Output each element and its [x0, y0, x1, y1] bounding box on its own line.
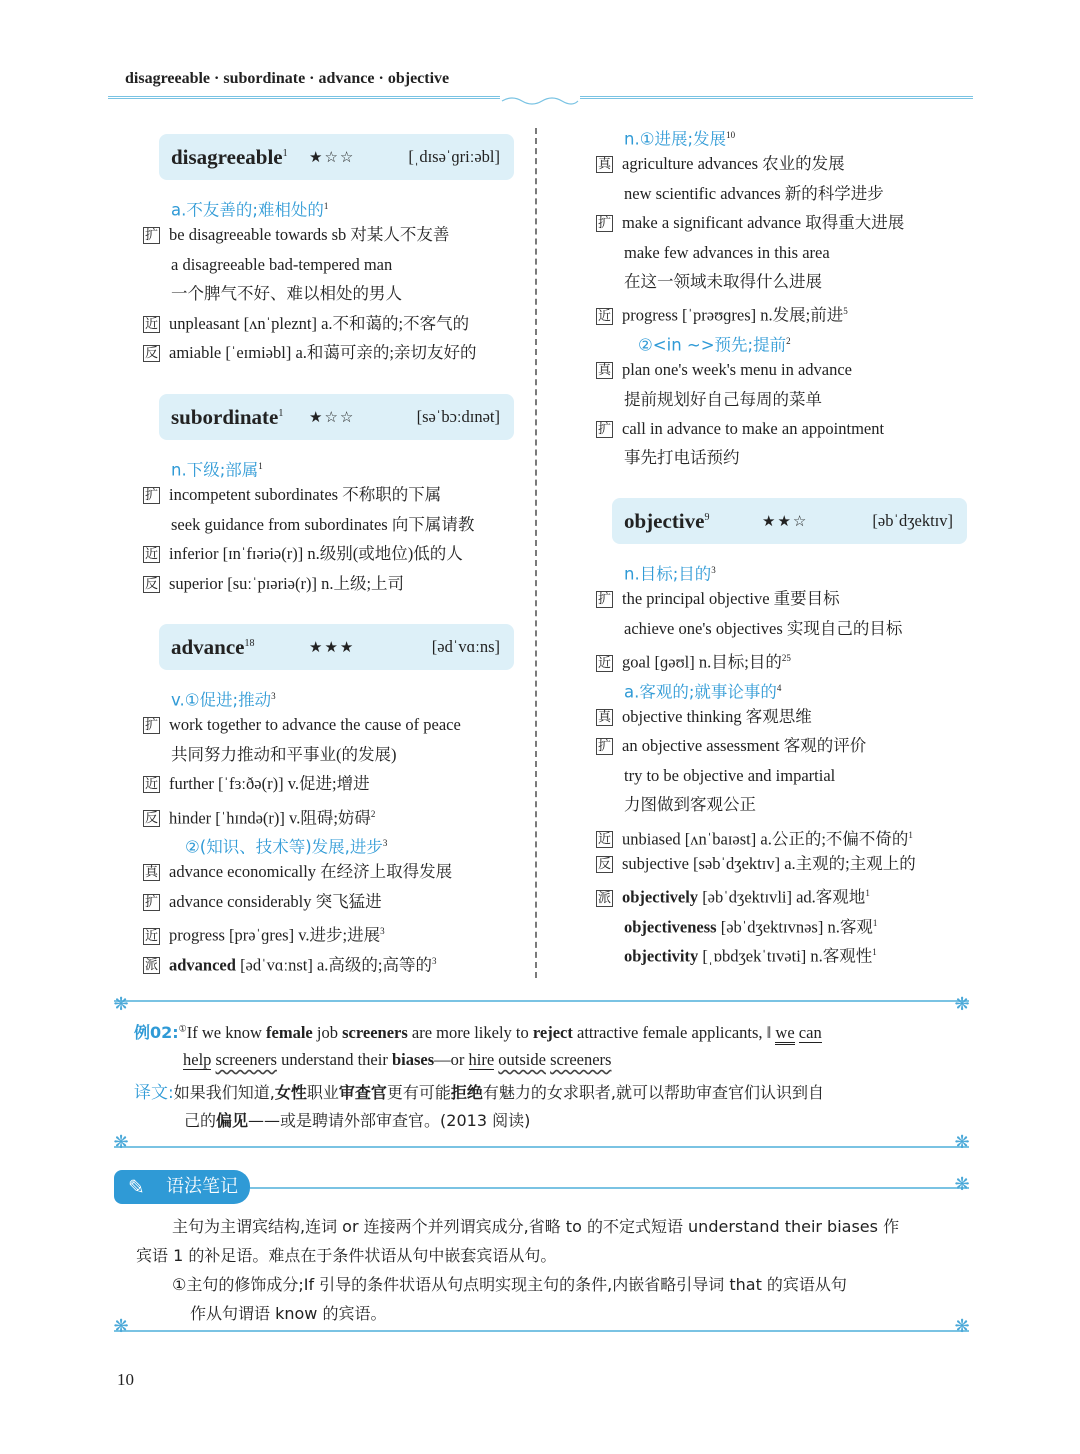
- tag-badge: 真: [597, 710, 611, 725]
- example-box: [113, 994, 970, 1153]
- tag-badge: 扩: [144, 228, 158, 244]
- entry-line: 反 amiable [ˈeɪmiəbl] a.和蔼可亲的;亲切友好的: [144, 343, 477, 362]
- tag-badge: 扩: [597, 739, 611, 755]
- tag-badge: 真: [144, 865, 158, 881]
- ornament-icon: ❋: [954, 994, 970, 1015]
- tag-badge: 近: [597, 308, 611, 324]
- entry-line: achieve one's objectives 实现自己的目标: [624, 618, 903, 638]
- tag-badge: 近: [144, 316, 158, 332]
- grammar-paragraph-line: 宾语 1 的补足语。难点在于条件状语从句中嵌套宾语从句。: [136, 1246, 557, 1265]
- grammar-paragraph-line: ①主句的修饰成分;If 引导的条件状语从句点明实现主句的条件,内嵌省略引导词 that 的宾语从句: [172, 1275, 847, 1294]
- translation-line-1: [134, 1078, 824, 1103]
- ornament-icon: ❋: [113, 1132, 129, 1153]
- entry-line: 扩 advance considerably 突飞猛进: [144, 891, 382, 911]
- headword: advance$^{18}$: [171, 634, 255, 659]
- entry-line: 提前规划好自己每周的菜单: [624, 389, 822, 409]
- tag-badge: 反: [597, 857, 611, 872]
- star-rating: ★★★: [309, 639, 356, 656]
- ornament-icon: ❋: [113, 1316, 129, 1337]
- star-rating: ★☆☆: [309, 149, 356, 166]
- bold-word: screeners: [342, 1023, 408, 1042]
- frequency: 1: [282, 147, 288, 159]
- entry-line: 扩 call in advance to make an appointment: [597, 419, 885, 438]
- entry-line: a.客观的;就事论事的$^4$: [624, 682, 782, 702]
- entry-line: 事先打电话预约: [624, 448, 740, 468]
- star-rating: ★★☆: [762, 513, 809, 530]
- page-number: 10: [117, 1370, 134, 1389]
- bold-word: biases: [391, 1050, 435, 1069]
- entry-line: 扩 make a significant advance 取得重大进展: [597, 213, 905, 233]
- tag-badge: 派: [144, 958, 158, 974]
- entry-line: a.不友善的;难相处的$^1$: [171, 200, 329, 220]
- headword-box-subordinate: [159, 394, 514, 440]
- text: —or: [434, 1050, 469, 1069]
- verb-word: hire: [468, 1050, 495, 1069]
- frequency: 1: [278, 407, 284, 419]
- entry-line: 真 agriculture advances 农业的发展: [597, 154, 845, 174]
- entry-line: 扩 the principal objective 重要目标: [597, 589, 840, 609]
- subject-word: we: [775, 1023, 794, 1045]
- entry-line: 近 unpleasant [ʌnˈpleznt] a.不和蔼的;不客气的: [144, 313, 470, 333]
- tag-badge: 扩: [144, 718, 158, 734]
- tag-badge: 真: [597, 157, 611, 173]
- tag-badge: 反: [144, 811, 158, 827]
- grammar-paragraph-line: 作从句谓语 know 的宾语。: [190, 1304, 387, 1323]
- object-word: outside: [498, 1050, 546, 1069]
- entry-line: 近 goal [ɡəʊl] n.目标;目的$^{25}$: [597, 652, 791, 672]
- object-word: screeners: [215, 1050, 277, 1069]
- entry-line: 派 objectively [əbˈdʒektɪvli] ad.客观地$^1$: [597, 887, 870, 907]
- text: 如果我们知道,: [173, 1083, 275, 1102]
- verb-word: help: [183, 1050, 212, 1069]
- circle-marker: ①: [178, 1023, 187, 1034]
- grammar-title-text: 语法笔记: [166, 1176, 238, 1197]
- ornament-icon: ❋: [954, 1316, 970, 1337]
- tag-badge: 近: [144, 928, 158, 944]
- tag-badge: 反: [144, 346, 158, 361]
- tag-badge: 派: [597, 890, 611, 906]
- entry-line: 反 superior [suːˈpɪəriə(r)] n.上级;上司: [144, 573, 405, 593]
- phonetic: [əbˈdʒektɪv]: [872, 511, 953, 530]
- example-label: 例02:: [134, 1023, 179, 1042]
- column-divider: [535, 128, 543, 978]
- tag-badge: 扩: [597, 216, 611, 232]
- header-ornament: [500, 92, 580, 104]
- ornament-icon: ❋: [954, 1174, 970, 1195]
- grammar-paragraph-line: 主句为主谓宾结构,连词 or 连接两个并列谓宾成分,省略 to 的不定式短语 understand their biases 作: [172, 1217, 900, 1236]
- entry-line: 扩 an objective assessment 客观的评价: [597, 736, 867, 756]
- grammar-rule: [250, 1187, 969, 1189]
- entry-line: n.下级;部属$^1$: [171, 460, 263, 480]
- text: understand their: [276, 1050, 392, 1069]
- verb-word: can: [798, 1023, 822, 1042]
- frequency: 18: [244, 637, 255, 649]
- entry-line: 真 advance economically 在经济上取得发展: [144, 862, 453, 882]
- bold-word: reject: [532, 1023, 573, 1042]
- text: 更有可能: [386, 1083, 451, 1102]
- ornament-icon: ❋: [954, 1132, 970, 1153]
- text: 己的: [184, 1111, 217, 1130]
- text: 职业: [306, 1083, 339, 1102]
- entry-line: 扩 work together to advance the cause of peace: [144, 715, 461, 735]
- headword: disagreeable$^1$: [171, 144, 288, 169]
- entry-line: 反 subjective [səbˈdʒektɪv] a.主观的;主观上的: [597, 854, 916, 873]
- entry-line: 扩 be disagreeable towards sb 对某人不友善: [144, 225, 450, 245]
- bold-word: 女性: [274, 1083, 307, 1102]
- star-rating: ★☆☆: [309, 409, 356, 426]
- example-line-2: [183, 1050, 611, 1070]
- running-header: disagreeable · subordinate · advance · objective: [125, 70, 450, 87]
- entry-line: make few advances in this area: [624, 242, 830, 262]
- text: job: [312, 1023, 343, 1042]
- bold-word: 审查官: [338, 1083, 387, 1102]
- entry-line: ②(知识、技术等)发展,进步$^3$: [185, 837, 388, 857]
- entry-line: 近 progress [ˈprəʊɡres] n.发展;前进$^5$: [597, 305, 848, 325]
- translation-label: 译文:: [134, 1083, 174, 1103]
- ornament-icon: ❋: [113, 994, 129, 1015]
- object-word: screeners: [550, 1050, 612, 1069]
- entry-line: 一个脾气不好、难以相处的男人: [171, 284, 402, 304]
- headword-box-disagreeable: [159, 134, 514, 180]
- entry-line: 派 advanced [ədˈvɑːnst] a.高级的;高等的$^3$: [144, 955, 437, 975]
- headword: subordinate$^1$: [171, 404, 284, 429]
- entry-line: objectiveness [əbˈdʒektɪvnəs] n.客观$^1$: [624, 917, 878, 937]
- entry-line: 近 unbiased [ʌnˈbaɪəst] a.公正的;不偏不倚的$^1$: [597, 829, 913, 849]
- text: are more likely to: [407, 1023, 533, 1042]
- entry-line: try to be objective and impartial: [624, 765, 836, 785]
- headword-box-advance: [159, 624, 514, 670]
- pen-icon: ✎: [128, 1175, 145, 1199]
- headword: objective$^9$: [624, 508, 710, 533]
- tag-badge: 扩: [144, 488, 158, 504]
- entry-line: 近 further [ˈfɜːðə(r)] v.促进;增进: [144, 774, 370, 794]
- entry-line: n.①进展;发展$^{10}$: [624, 129, 736, 149]
- entry-line: 近 progress [prəˈɡres] v.进步;进展$^3$: [144, 925, 385, 945]
- entry-line: 共同努力推动和平事业(的发展): [171, 744, 397, 764]
- text: ——或是聘请外部审查官。(2013 阅读): [248, 1111, 531, 1130]
- text: If we know: [186, 1023, 267, 1042]
- entry-line: v.①促进;推动$^3$: [171, 690, 276, 710]
- phonetic: [səˈbɔːdɪnət]: [416, 407, 500, 426]
- entry-line: 在这一领域未取得什么进展: [624, 272, 822, 291]
- entry-line: seek guidance from subordinates 向下属请教: [171, 514, 475, 534]
- headword-box-objective: [612, 498, 967, 544]
- frequency: 9: [704, 511, 710, 523]
- text: attractive female applicants, ‖: [572, 1023, 776, 1042]
- tag-badge: 扩: [597, 422, 611, 437]
- entry-line: n.目标;目的$^3$: [624, 564, 716, 584]
- tag-badge: 近: [597, 832, 611, 848]
- tag-badge: 扩: [144, 894, 158, 910]
- bold-word: 偏见: [216, 1111, 249, 1130]
- entry-line: new scientific advances 新的科学进步: [624, 183, 884, 203]
- tag-badge: 扩: [597, 592, 611, 608]
- entry-line: 真 objective thinking 客观思维: [597, 707, 812, 726]
- entry-line: 力图做到客观公正: [624, 795, 756, 815]
- entry-line: 扩 incompetent subordinates 不称职的下属: [144, 485, 442, 505]
- entry-line: a disagreeable bad-tempered man: [171, 254, 393, 274]
- entry-line: 近 inferior [ɪnˈfɪəriə(r)] n.级别(或地位)低的人: [144, 544, 463, 564]
- tag-badge: 真: [597, 363, 611, 379]
- example-line-1: [134, 1020, 822, 1043]
- translation-line-2: [184, 1108, 530, 1131]
- entry-line: 真 plan one's week's menu in advance: [597, 360, 852, 380]
- tag-badge: 近: [144, 777, 158, 793]
- tag-badge: 反: [144, 576, 158, 592]
- text: 有魅力的女求职者,就可以帮助审查官们认识到自: [482, 1083, 824, 1102]
- phonetic: [ˌdɪsəˈɡriːəbl]: [408, 147, 500, 166]
- entry-line: objectivity [ˌɒbdʒekˈtɪvəti] n.客观性$^1$: [624, 946, 877, 966]
- tag-badge: 近: [597, 655, 611, 671]
- bold-word: female: [266, 1023, 313, 1042]
- entry-line: ②<in ~>预先;提前$^2$: [638, 335, 791, 355]
- grammar-title: [114, 1170, 250, 1204]
- phonetic: [ədˈvɑːns]: [431, 637, 500, 656]
- bold-word: 拒绝: [450, 1083, 483, 1102]
- tag-badge: 近: [144, 547, 158, 563]
- grammar-notes: [113, 1170, 970, 1337]
- entry-line: 反 hinder [ˈhɪndə(r)] v.阻碍;妨碍$^2$: [144, 808, 376, 828]
